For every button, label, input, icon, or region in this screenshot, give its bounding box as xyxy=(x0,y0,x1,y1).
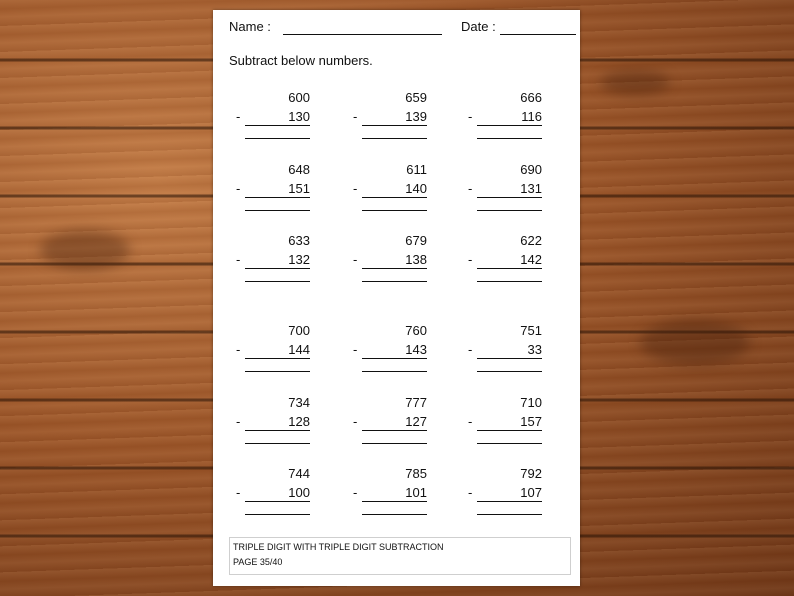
minuend: 690 xyxy=(520,162,542,177)
subtraction-problem xyxy=(347,162,427,222)
answer-line[interactable] xyxy=(245,138,310,139)
subtraction-problem xyxy=(230,162,310,222)
minus-sign: - xyxy=(236,181,241,196)
answer-line[interactable] xyxy=(362,281,427,282)
minus-sign: - xyxy=(353,342,358,357)
footer-page-number: PAGE 35/40 xyxy=(233,557,283,567)
subtraction-problem xyxy=(462,323,542,383)
subtrahend: 132 xyxy=(245,252,310,269)
minus-sign: - xyxy=(468,485,473,500)
minuend: 633 xyxy=(288,233,310,248)
minuend: 679 xyxy=(405,233,427,248)
answer-line[interactable] xyxy=(477,443,542,444)
answer-line[interactable] xyxy=(245,371,310,372)
footer-box xyxy=(229,537,571,575)
subtraction-problem xyxy=(347,466,427,526)
answer-line[interactable] xyxy=(477,514,542,515)
minuend: 792 xyxy=(520,466,542,481)
answer-line[interactable] xyxy=(362,443,427,444)
subtraction-problem xyxy=(347,395,427,455)
minus-sign: - xyxy=(468,414,473,429)
wood-knot xyxy=(600,70,670,95)
subtraction-problem xyxy=(230,395,310,455)
subtrahend: 157 xyxy=(477,414,542,431)
subtraction-problem xyxy=(347,90,427,150)
subtrahend: 107 xyxy=(477,485,542,502)
minus-sign: - xyxy=(468,342,473,357)
subtraction-problem xyxy=(347,233,427,293)
subtrahend: 144 xyxy=(245,342,310,359)
minuend: 744 xyxy=(288,466,310,481)
subtrahend: 131 xyxy=(477,181,542,198)
subtraction-problem xyxy=(230,466,310,526)
answer-line[interactable] xyxy=(362,210,427,211)
date-field-line[interactable] xyxy=(500,34,576,35)
wood-knot xyxy=(640,320,750,365)
subtrahend: 127 xyxy=(362,414,427,431)
minuend: 760 xyxy=(405,323,427,338)
subtrahend: 33 xyxy=(477,342,542,359)
worksheet-page xyxy=(213,10,580,586)
subtrahend: 130 xyxy=(245,109,310,126)
subtraction-problem xyxy=(462,90,542,150)
subtraction-problem xyxy=(230,233,310,293)
wood-knot xyxy=(40,230,130,270)
minuend: 648 xyxy=(288,162,310,177)
minuend: 666 xyxy=(520,90,542,105)
subtraction-problem xyxy=(462,395,542,455)
minus-sign: - xyxy=(468,181,473,196)
minuend: 659 xyxy=(405,90,427,105)
answer-line[interactable] xyxy=(245,443,310,444)
subtrahend: 100 xyxy=(245,485,310,502)
minus-sign: - xyxy=(353,485,358,500)
subtraction-problem xyxy=(462,162,542,222)
subtrahend: 138 xyxy=(362,252,427,269)
answer-line[interactable] xyxy=(477,138,542,139)
minuend: 734 xyxy=(288,395,310,410)
name-label: Name : xyxy=(229,19,271,34)
minus-sign: - xyxy=(468,109,473,124)
minuend: 611 xyxy=(406,162,427,177)
subtrahend: 140 xyxy=(362,181,427,198)
minus-sign: - xyxy=(353,109,358,124)
minuend: 777 xyxy=(405,395,427,410)
date-label: Date : xyxy=(461,19,496,34)
minus-sign: - xyxy=(236,414,241,429)
subtraction-problem xyxy=(230,323,310,383)
minus-sign: - xyxy=(236,485,241,500)
answer-line[interactable] xyxy=(477,210,542,211)
subtraction-problem xyxy=(347,323,427,383)
answer-line[interactable] xyxy=(245,210,310,211)
answer-line[interactable] xyxy=(245,514,310,515)
instruction-text: Subtract below numbers. xyxy=(229,53,373,68)
minus-sign: - xyxy=(353,252,358,267)
answer-line[interactable] xyxy=(362,138,427,139)
minus-sign: - xyxy=(236,342,241,357)
footer-title: TRIPLE DIGIT WITH TRIPLE DIGIT SUBTRACTION xyxy=(233,542,444,552)
minuend: 710 xyxy=(520,395,542,410)
subtrahend: 142 xyxy=(477,252,542,269)
subtrahend: 128 xyxy=(245,414,310,431)
subtraction-problem xyxy=(462,233,542,293)
subtraction-problem xyxy=(230,90,310,150)
subtrahend: 151 xyxy=(245,181,310,198)
minuend: 785 xyxy=(405,466,427,481)
minuend: 751 xyxy=(520,323,542,338)
answer-line[interactable] xyxy=(362,514,427,515)
minuend: 600 xyxy=(288,90,310,105)
answer-line[interactable] xyxy=(245,281,310,282)
answer-line[interactable] xyxy=(362,371,427,372)
minus-sign: - xyxy=(236,109,241,124)
minus-sign: - xyxy=(468,252,473,267)
answer-line[interactable] xyxy=(477,371,542,372)
minus-sign: - xyxy=(236,252,241,267)
answer-line[interactable] xyxy=(477,281,542,282)
subtraction-problem xyxy=(462,466,542,526)
name-field-line[interactable] xyxy=(283,34,442,35)
minuend: 700 xyxy=(288,323,310,338)
minus-sign: - xyxy=(353,414,358,429)
minus-sign: - xyxy=(353,181,358,196)
minuend: 622 xyxy=(520,233,542,248)
subtrahend: 101 xyxy=(362,485,427,502)
subtrahend: 139 xyxy=(362,109,427,126)
subtrahend: 116 xyxy=(477,109,542,126)
subtrahend: 143 xyxy=(362,342,427,359)
